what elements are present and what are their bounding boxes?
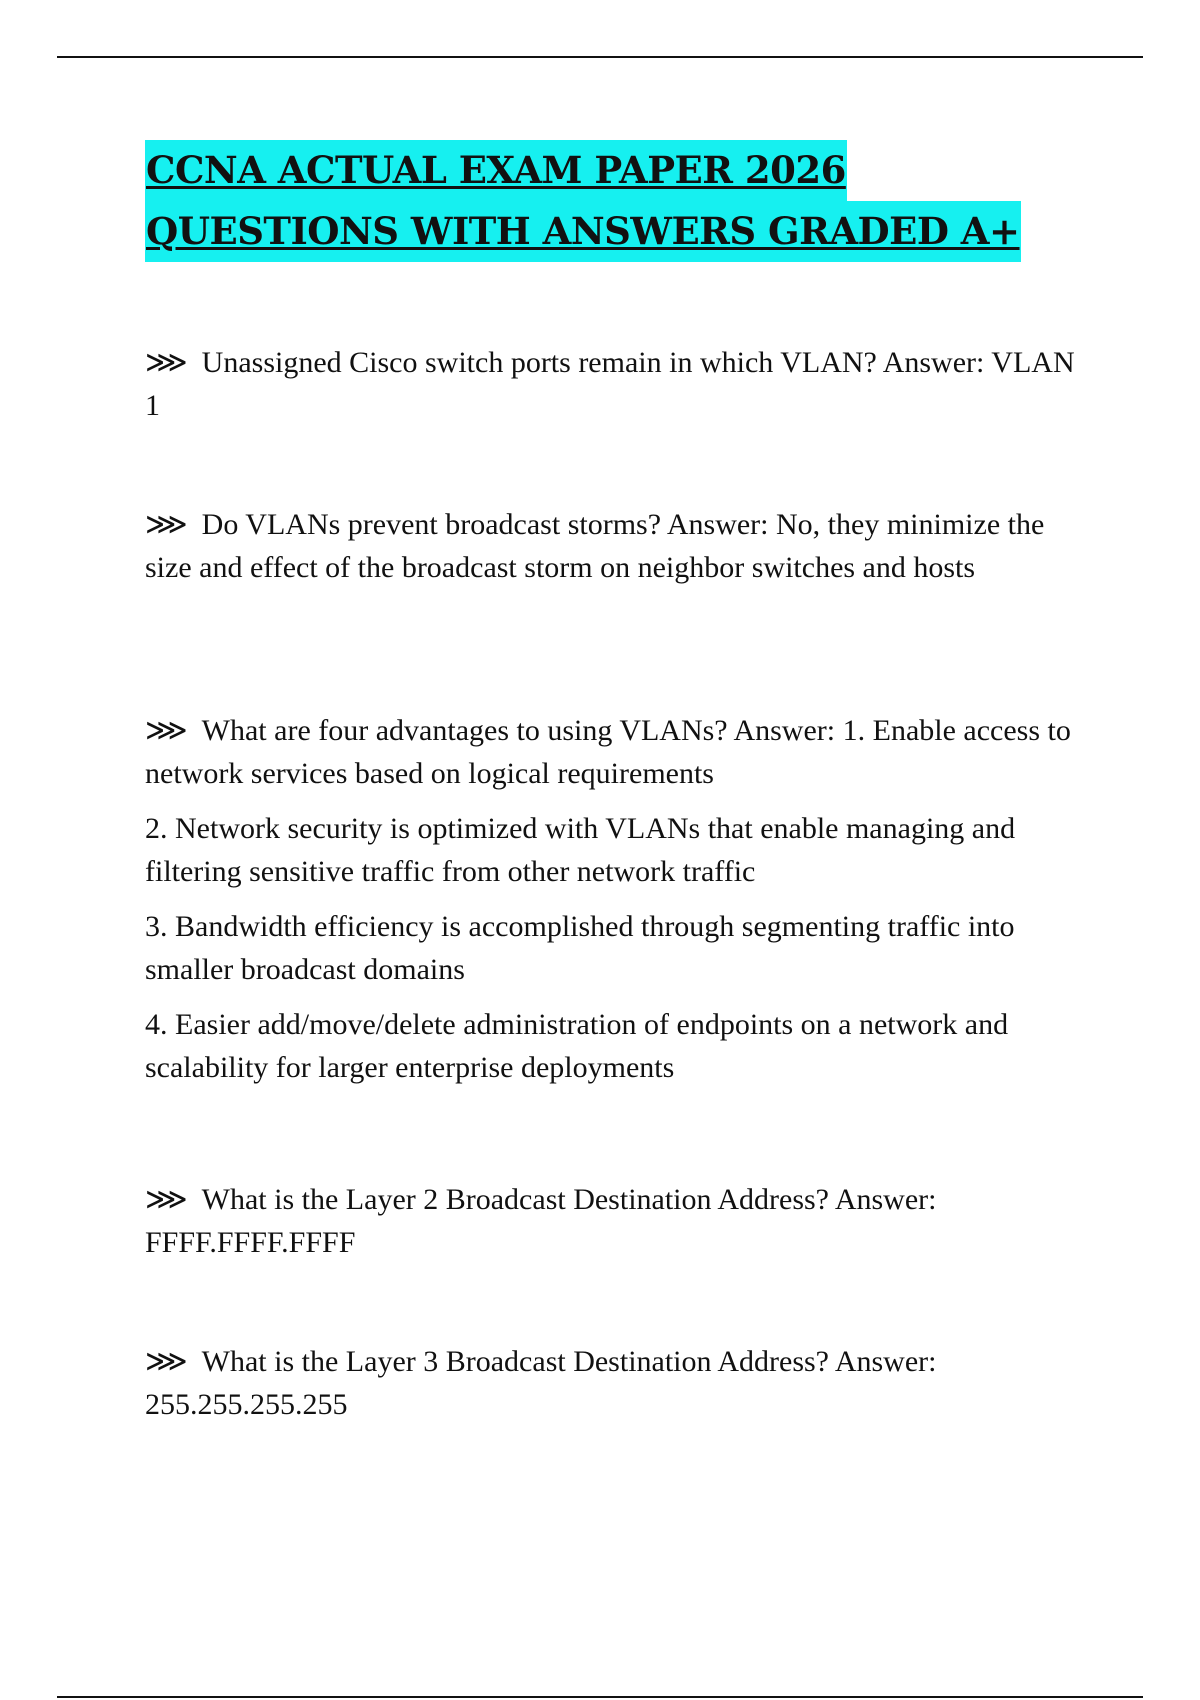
bottom-rule [57,1696,1143,1698]
arrow-bullet-icon: ⋙ [145,1183,188,1216]
qa-text: What is the Layer 3 Broadcast Destination Address? Answer: 255.255.255.255 [145,1345,937,1421]
title-line-1: CCNA ACTUAL EXAM PAPER 2026 [145,140,847,201]
arrow-bullet-icon: ⋙ [145,346,188,379]
qa-item [145,503,1075,589]
qa-item [145,1178,1075,1264]
qa-sub-point: 3. Bandwidth efficiency is accomplished through segmenting traffic into smaller broadcast domains [145,910,1015,986]
qa-text: What is the Layer 2 Broadcast Destination Address? Answer: FFFF.FFFF.FFFF [145,1183,937,1259]
qa-sub-point: 2. Network security is optimized with VLANs that enable managing and filtering sensitive traffic from other network traffic [145,812,1016,888]
top-rule [57,56,1143,58]
document-title [145,140,1021,262]
qa-item [145,341,1075,427]
qa-text: Do VLANs prevent broadcast storms? Answer: No, they minimize the size and effect of the broadcast storm on neighbor switches and hosts [145,508,1045,584]
qa-sub-point: 4. Easier add/move/delete administration of endpoints on a network and scalability for larger enterprise deployments [145,1008,1009,1084]
qa-item [145,1340,1075,1426]
qa-item [145,709,1075,1089]
arrow-bullet-icon: ⋙ [145,714,188,747]
title-line-2: QUESTIONS WITH ANSWERS GRADED A+ [145,201,1021,262]
qa-text: Unassigned Cisco switch ports remain in which VLAN? Answer: VLAN 1 [145,346,1075,422]
arrow-bullet-icon: ⋙ [145,1345,188,1378]
arrow-bullet-icon: ⋙ [145,508,188,541]
qa-text: What are four advantages to using VLANs? Answer: 1. Enable access to network services based on logical requirements [145,714,1071,790]
